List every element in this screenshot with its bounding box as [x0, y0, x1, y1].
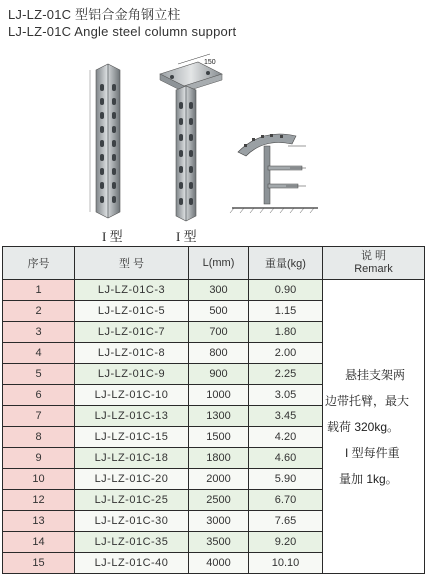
cell-seq: 2 [3, 301, 75, 322]
cell-seq: 1 [3, 280, 75, 301]
header-seq: 序号 [3, 247, 75, 280]
remark-cell [323, 280, 425, 574]
cell-length: 4000 [189, 553, 249, 574]
illustration-svg [0, 40, 426, 246]
cell-length: 2000 [189, 469, 249, 490]
cell-length: 1300 [189, 406, 249, 427]
cell-model: LJ-LZ-01C-9 [75, 364, 189, 385]
cell-seq: 14 [3, 532, 75, 553]
cell-weight: 7.65 [249, 511, 323, 532]
cell-seq: 4 [3, 343, 75, 364]
cell-length: 1000 [189, 385, 249, 406]
cell-model: LJ-LZ-01C-15 [75, 427, 189, 448]
cell-weight: 9.20 [249, 532, 323, 553]
dimension-label: 150 [204, 59, 216, 66]
cell-seq: 3 [3, 322, 75, 343]
remark-line: 悬挂支架两 [345, 367, 406, 382]
header-remark-cn: 说 明 [360, 250, 387, 262]
spec-table [2, 246, 425, 574]
column-right-icon [160, 54, 222, 221]
cell-length: 700 [189, 322, 249, 343]
cell-seq: 9 [3, 448, 75, 469]
remark-line: I 型每件重 [345, 445, 400, 460]
cell-weight: 3.05 [249, 385, 323, 406]
cell-weight: 4.20 [249, 427, 323, 448]
remark-line: 边带托臂，最大 [325, 393, 410, 408]
cell-seq: 13 [3, 511, 75, 532]
cell-weight: 5.90 [249, 469, 323, 490]
cell-weight: 3.45 [249, 406, 323, 427]
cell-seq: 7 [3, 406, 75, 427]
cell-seq: 8 [3, 427, 75, 448]
remark-line: 载荷 320kg。 [327, 419, 400, 434]
cell-model: LJ-LZ-01C-7 [75, 322, 189, 343]
header-remark-en: Remark [354, 263, 393, 275]
cell-length: 500 [189, 301, 249, 322]
header-weight: 重量(kg) [249, 247, 323, 280]
cell-weight: 0.90 [249, 280, 323, 301]
product-illustration [0, 40, 426, 246]
cell-weight: 2.00 [249, 343, 323, 364]
cell-model: LJ-LZ-01C-35 [75, 532, 189, 553]
cell-model: LJ-LZ-01C-20 [75, 469, 189, 490]
cell-model: LJ-LZ-01C-8 [75, 343, 189, 364]
cell-weight: 4.60 [249, 448, 323, 469]
cell-length: 1800 [189, 448, 249, 469]
cell-weight: 10.10 [249, 553, 323, 574]
cell-weight: 1.80 [249, 322, 323, 343]
table-row [3, 280, 425, 301]
cell-seq: 5 [3, 364, 75, 385]
installation-sketch-icon [230, 134, 318, 213]
cell-model: LJ-LZ-01C-3 [75, 280, 189, 301]
caption-right: I 型 [176, 229, 197, 244]
title-chinese: LJ-LZ-01C 型铝合金角钢立柱 [8, 7, 181, 22]
header-length: L(mm) [189, 247, 249, 280]
cell-length: 3000 [189, 511, 249, 532]
cell-length: 1500 [189, 427, 249, 448]
cell-model: LJ-LZ-01C-18 [75, 448, 189, 469]
cell-model: LJ-LZ-01C-25 [75, 490, 189, 511]
remark-line: 量加 1kg。 [339, 471, 398, 486]
cell-length: 2500 [189, 490, 249, 511]
cell-length: 300 [189, 280, 249, 301]
table-header-row [3, 247, 425, 280]
cell-weight: 2.25 [249, 364, 323, 385]
header-remark [323, 247, 425, 280]
caption-left: I 型 [102, 229, 123, 244]
cell-length: 3500 [189, 532, 249, 553]
cell-model: LJ-LZ-01C-5 [75, 301, 189, 322]
cell-model: LJ-LZ-01C-40 [75, 553, 189, 574]
cell-seq: 6 [3, 385, 75, 406]
cell-weight: 6.70 [249, 490, 323, 511]
cell-model: LJ-LZ-01C-10 [75, 385, 189, 406]
cell-length: 800 [189, 343, 249, 364]
cell-length: 900 [189, 364, 249, 385]
cell-model: LJ-LZ-01C-13 [75, 406, 189, 427]
column-left-icon [90, 64, 120, 218]
header-model: 型 号 [75, 247, 189, 280]
cell-model: LJ-LZ-01C-30 [75, 511, 189, 532]
cell-seq: 10 [3, 469, 75, 490]
cell-seq: 15 [3, 553, 75, 574]
cell-weight: 1.15 [249, 301, 323, 322]
title-english: LJ-LZ-01C Angle steel column support [8, 24, 237, 39]
cell-seq: 12 [3, 490, 75, 511]
